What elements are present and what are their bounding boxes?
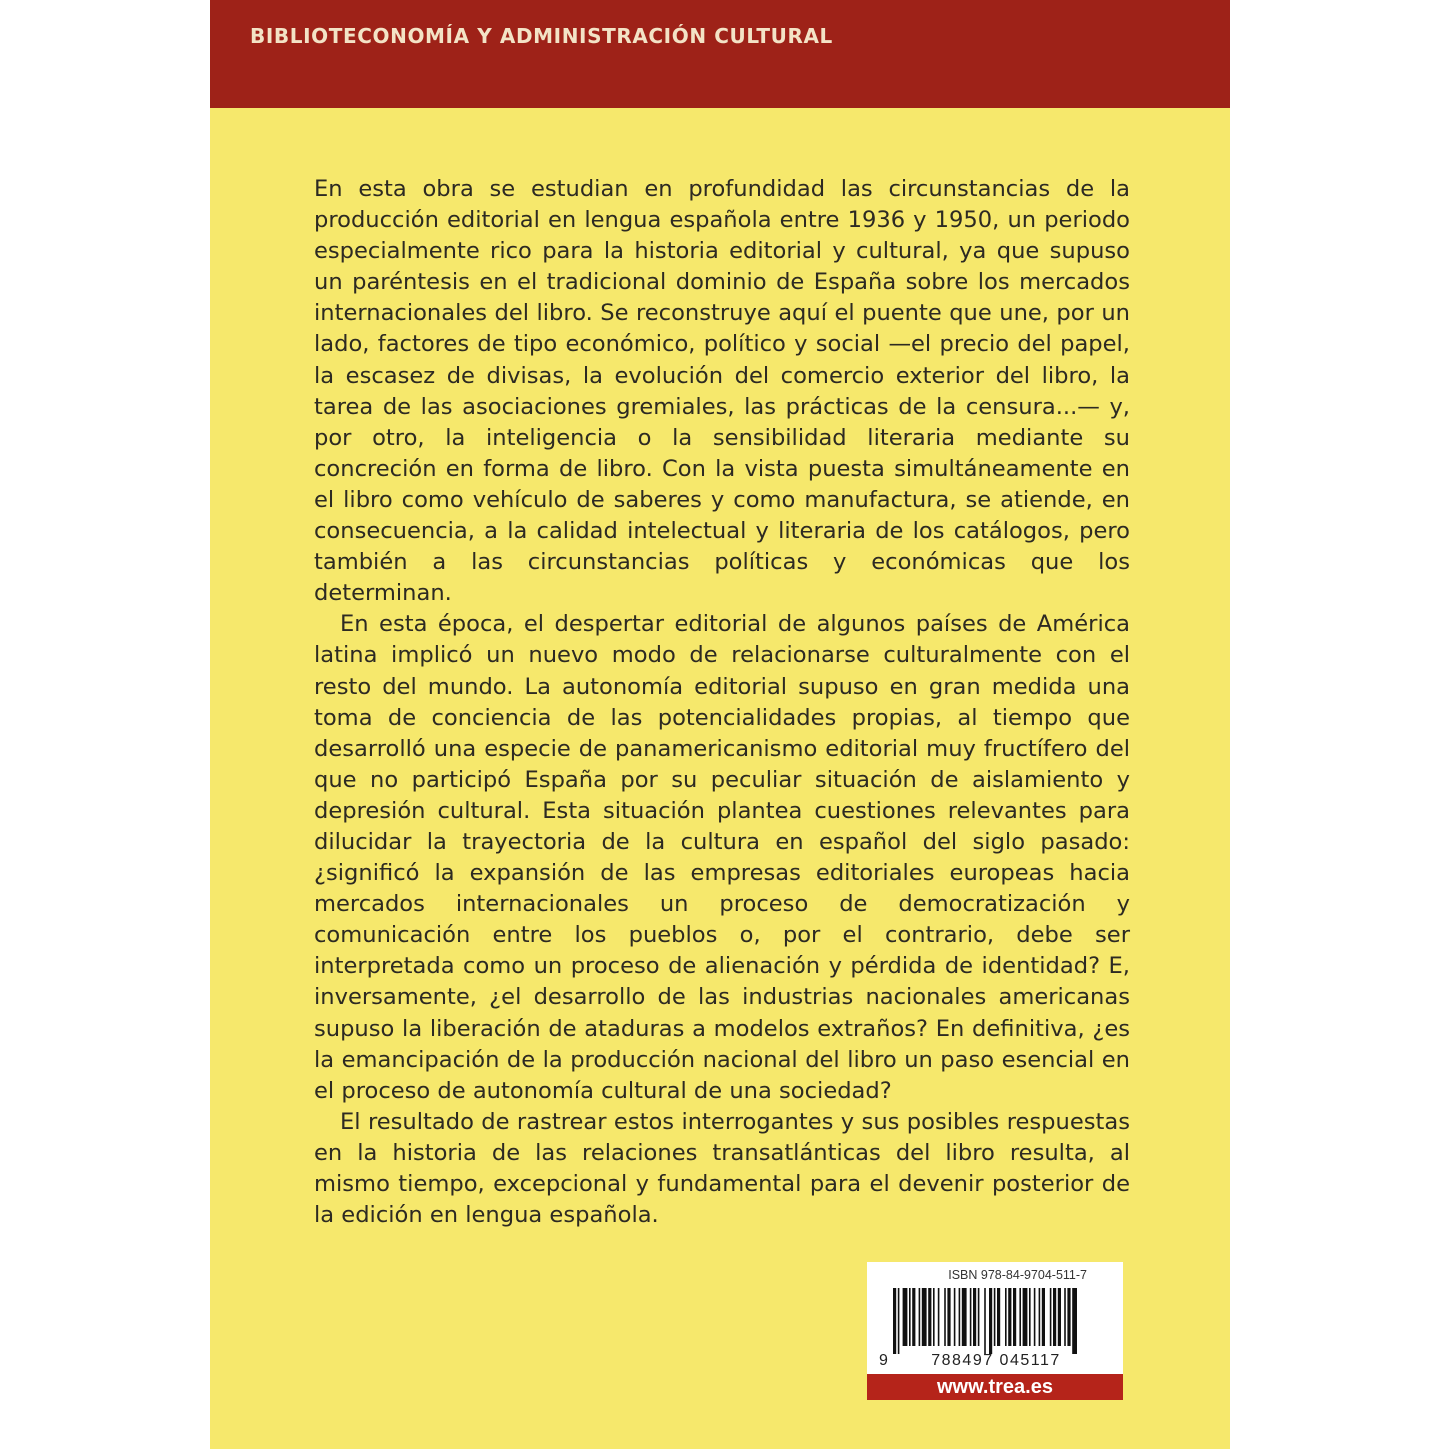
barcode-bar xyxy=(962,1288,967,1346)
barcode-bar xyxy=(944,1288,946,1346)
barcode-bar xyxy=(938,1288,940,1346)
barcode-bar xyxy=(997,1288,1000,1346)
blurb-paragraph-3: El resultado de rastrear estos interrogantes y sus posibles respuestas en la historia de las relaciones transatlánticas del libro resulta, al mismo tiempo, excepcional y fundamental para el devenir posterior de la edición en lengua española. xyxy=(314,1108,1130,1229)
barcode-icon xyxy=(893,1288,1099,1354)
blurb-paragraph-2: En esta época, el despertar editorial de algunos países de América latina implicó un nuevo modo de relacionarse culturalmente con el resto del mundo. La autonomía editorial supuso en gran medida una toma de conciencia de las potencialidades propias, al tiempo que desarrolló una especie de panamericanismo editorial muy fructífero del que no participó España por su peculiar situación de aislamiento y depresión cultural. Esta situación plantea cuestiones relevantes para dilucidar la trayectoria de la cultura en español del siglo pasado: ¿significó la expansión de las empresas editoriales europeas hacia mercados internacionales un proceso de democratización y comunicación entre los pueblos o, por el contrario, debe ser interpretada como un proceso de alienación y pérdida de identidad? E, inversamente, ¿el desarrollo de las industrias nacionales americanas supuso la liberación de ataduras a modelos extraños? En definitiva, ¿es la emancipación de la producción nacional del libro un paso esencial en el proceso de autonomía cultural de una sociedad? xyxy=(314,611,1130,1104)
barcode-bar xyxy=(1064,1288,1066,1346)
barcode-bar xyxy=(1050,1288,1052,1346)
barcode-bar xyxy=(947,1288,950,1346)
publisher-url: www.trea.es xyxy=(867,1374,1123,1400)
barcode-bar xyxy=(1058,1288,1061,1346)
barcode-bar xyxy=(1072,1288,1077,1354)
barcode-bar xyxy=(919,1288,921,1346)
barcode-background xyxy=(867,1262,1123,1374)
barcode-bar xyxy=(994,1288,996,1346)
blurb-text xyxy=(314,174,1130,1231)
barcode-bar xyxy=(1042,1288,1045,1346)
barcode-bar xyxy=(1019,1288,1021,1346)
barcode-block xyxy=(867,1262,1123,1400)
barcode-bar xyxy=(922,1288,927,1346)
isbn-label: ISBN 978-84-9704-511-7 xyxy=(948,1268,1087,1282)
barcode-bar xyxy=(959,1288,961,1346)
barcode-bar xyxy=(984,1288,986,1354)
barcode-bar xyxy=(898,1288,900,1354)
barcode-bar xyxy=(912,1288,915,1346)
barcode-bar xyxy=(1008,1288,1011,1346)
series-title: BIBLIOTECONOMÍA Y ADMINISTRACIÓN CULTURAL xyxy=(250,24,833,48)
ean-digits: 788497 045117 xyxy=(931,1352,1061,1369)
barcode-bar xyxy=(1005,1288,1007,1346)
barcode-bar xyxy=(903,1288,908,1346)
barcode-bar xyxy=(970,1288,972,1346)
series-band xyxy=(210,0,1230,108)
barcode-bar xyxy=(893,1288,896,1354)
barcode-bar xyxy=(933,1288,935,1346)
barcode-bar xyxy=(973,1288,976,1346)
barcode-bar xyxy=(1029,1288,1031,1346)
barcode-bar xyxy=(954,1288,956,1346)
barcode-bar xyxy=(1023,1288,1028,1346)
barcode-bar xyxy=(1053,1288,1056,1346)
ean-first-digit: 9 xyxy=(879,1352,888,1369)
barcode-bar xyxy=(1013,1288,1016,1346)
barcode-bar xyxy=(1034,1288,1036,1346)
barcode-bar xyxy=(978,1288,980,1346)
barcode-bar xyxy=(1067,1288,1070,1346)
barcode-bar xyxy=(989,1288,992,1354)
barcode-bar xyxy=(909,1288,911,1346)
barcode-bar xyxy=(1039,1288,1041,1346)
book-back-cover xyxy=(210,0,1230,1449)
barcode-bar xyxy=(928,1288,931,1346)
blurb-paragraph-1: En esta obra se estudian en profundidad las circunstancias de la producción editorial en lengua española entre 1936 y 1950, un periodo especialmente rico para la historia editorial y cultural, ya que supuso un paréntesis en el tradicional dominio de España sobre los mercados internacionales del libro. Se reconstruye aquí el puente que une, por un lado, factores de tipo económico, político y social —el precio del papel, la escasez de divisas, la evolución del comercio exterior del libro, la tarea de las asociaciones gremiales, las prácticas de la censura...— y, por otro, la inteligencia o la sensibilidad literaria mediante su concreción en forma de libro. Con la vista puesta simultáneamente en el libro como vehículo de saberes y como manufactura, se atiende, en consecuencia, a la calidad intelectual y literaria de los catálogos, pero también a las circunstancias políticas y económicas que los determinan. xyxy=(314,176,1130,607)
